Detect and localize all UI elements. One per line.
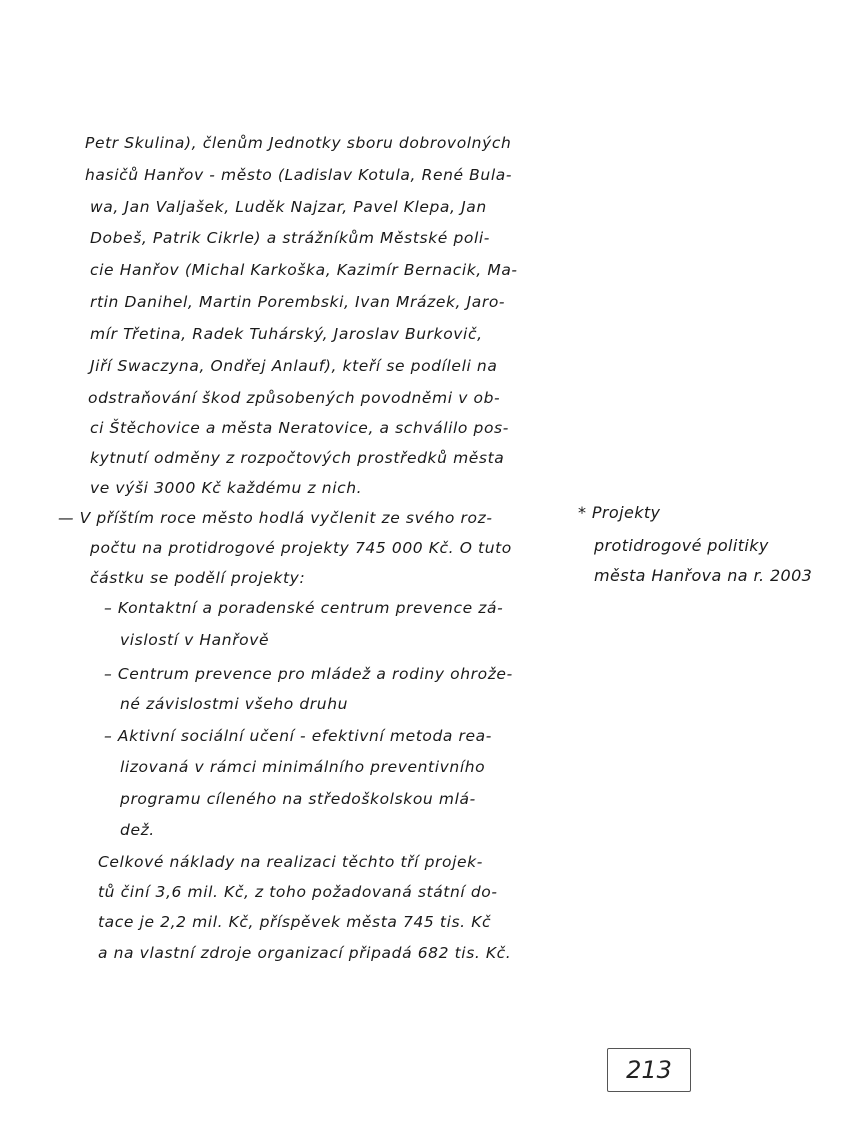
margin-note-line: * Projekty: [578, 503, 661, 522]
text-line: Petr Skulina), členům Jednotky sboru dobrovolných: [85, 134, 512, 152]
text-line: tů činí 3,6 mil. Kč, z toho požadovaná státní do-: [98, 883, 498, 901]
text-line: hasičů Hanřov - město (Ladislav Kotula, René Bula-: [85, 166, 513, 184]
text-line: – Centrum prevence pro mládež a rodiny ohrože-: [104, 665, 513, 683]
text-line: ci Štěchovice a města Neratovice, a schválilo pos-: [90, 419, 509, 437]
margin-note-line: města Hanřova na r. 2003: [594, 566, 813, 585]
text-line: Celkové náklady na realizaci těchto tří projek-: [98, 853, 483, 871]
text-line: počtu na protidrogové projekty 745 000 Kč. O tuto: [90, 539, 512, 557]
text-line: Dobeš, Patrik Cikrle) a strážníkům Městské poli-: [90, 229, 490, 247]
margin-note-line: protidrogové politiky: [594, 536, 769, 555]
text-line: částku se podělí projekty:: [90, 569, 306, 587]
text-line: dež.: [120, 821, 155, 839]
text-line: a na vlastní zdroje organizací připadá 682 tis. Kč.: [98, 944, 512, 962]
text-line: – Aktivní sociální učení - efektivní metoda rea-: [104, 727, 492, 745]
text-line: kytnutí odměny z rozpočtových prostředků města: [90, 449, 505, 467]
text-line: Jiří Swaczyna, Ondřej Anlauf), kteří se podíleli na: [90, 357, 498, 375]
text-line: mír Třetina, Radek Tuhárský, Jaroslav Burkovič,: [90, 325, 483, 343]
text-line: tace je 2,2 mil. Kč, příspěvek města 745 tis. Kč: [98, 913, 492, 931]
text-line: lizovaná v rámci minimálního preventivního: [120, 758, 486, 776]
text-line: ve výši 3000 Kč každému z nich.: [90, 479, 363, 497]
text-line: cie Hanřov (Michal Karkoška, Kazimír Bernacik, Ma-: [90, 261, 518, 279]
text-line: vislostí v Hanřově: [120, 631, 270, 649]
text-line: odstraňování škod způsobených povodněmi v ob-: [88, 389, 501, 407]
text-line: programu cíleného na středoškolskou mlá-: [120, 790, 476, 808]
text-line: — V příštím roce město hodlá vyčlenit ze svého roz-: [58, 509, 493, 527]
text-line: né závislostmi všeho druhu: [120, 695, 349, 713]
text-line: wa, Jan Valjašek, Luděk Najzar, Pavel Klepa, Jan: [90, 198, 487, 216]
page-number: 213: [607, 1048, 691, 1092]
text-line: rtin Danihel, Martin Porembski, Ivan Mrázek, Jaro-: [90, 293, 506, 311]
text-line: – Kontaktní a poradenské centrum prevence zá-: [104, 599, 504, 617]
